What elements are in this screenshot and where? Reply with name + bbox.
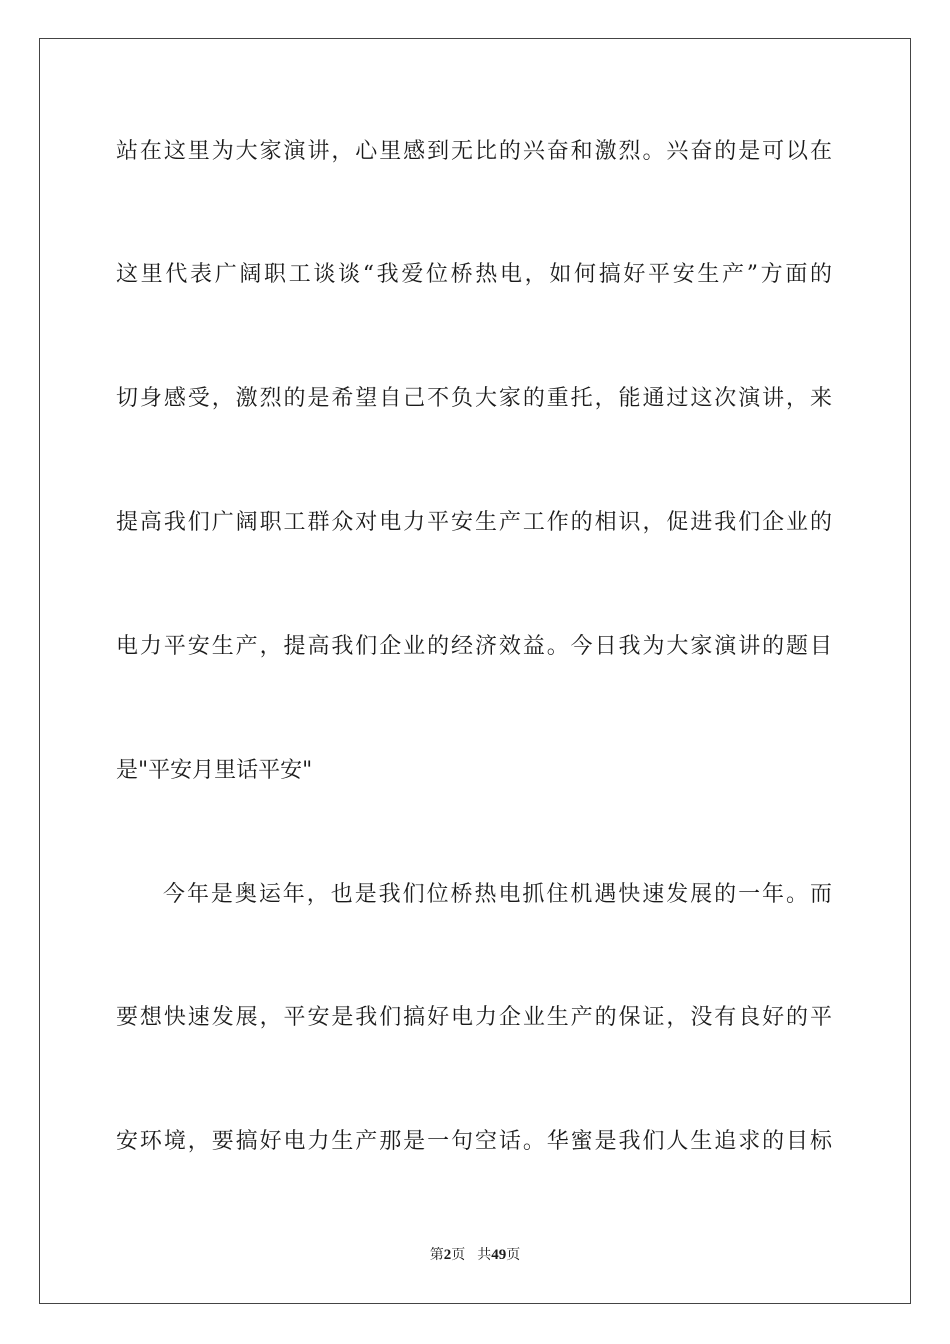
text-line-2: 这里代表广阔职工谈谈“我爱位桥热电，如何搞好平安生产”方面的 [116,262,832,287]
text-line-7-paragraph-start: 今年是奥运年，也是我们位桥热电抓住机遇快速发展的一年。而 [163,882,832,907]
footer-page-prefix: 第 [429,1247,444,1263]
text-line-6: 是"平安月里话平安" [116,758,313,783]
footer-total-prefix: 共 [477,1247,492,1263]
page-footer [0,1246,950,1264]
text-line-3: 切身感受，激烈的是希望自己不负大家的重托，能通过这次演讲，来 [116,386,832,411]
footer-total-pages: 49 [491,1247,507,1263]
footer-page-suffix: 页 [451,1247,466,1263]
text-line-8: 要想快速发展，平安是我们搞好电力企业生产的保证，没有良好的平 [116,1005,832,1030]
text-line-9: 安环境，要搞好电力生产那是一句空话。华蜜是我们人生追求的目标 [116,1129,832,1154]
footer-total-suffix: 页 [506,1247,521,1263]
text-line-4: 提高我们广阔职工群众对电力平安生产工作的相识，促进我们企业的 [116,510,832,535]
page-frame [39,38,911,1304]
footer-page-number: 2 [443,1247,452,1263]
text-line-5: 电力平安生产，提高我们企业的经济效益。今日我为大家演讲的题目 [116,634,832,659]
text-line-1: 站在这里为大家演讲，心里感到无比的兴奋和激烈。兴奋的是可以在 [116,139,832,164]
